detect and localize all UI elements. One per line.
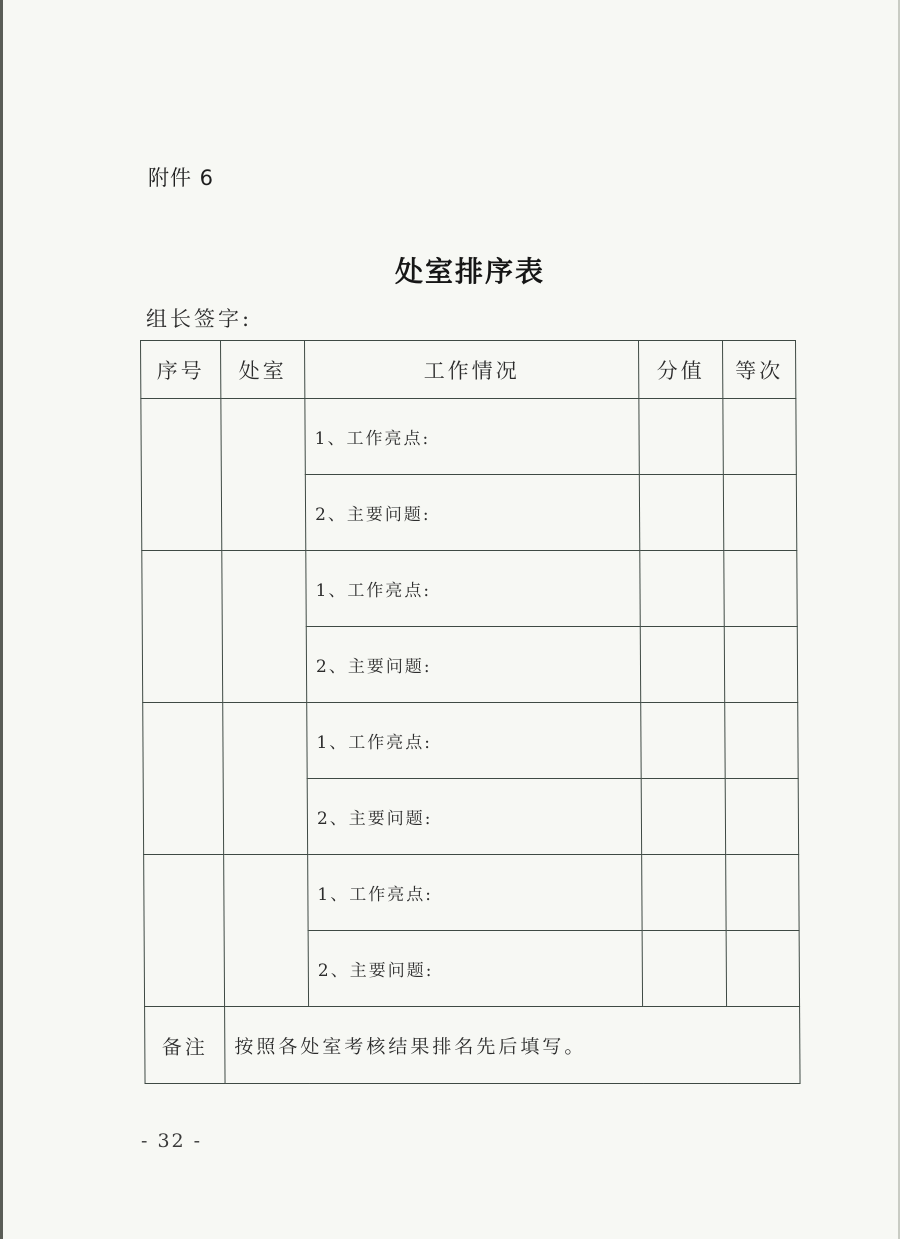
table-row	[144, 855, 799, 931]
work-highlights-cell[interactable]: 1、工作亮点:	[305, 399, 639, 475]
score-cell[interactable]	[642, 931, 726, 1007]
score-cell[interactable]	[639, 475, 723, 551]
score-cell[interactable]	[641, 779, 725, 855]
page-title: 处室排序表	[394, 255, 545, 288]
index-cell[interactable]	[141, 399, 222, 551]
score-cell[interactable]	[639, 399, 723, 475]
column-header-work-status: 工作情况	[305, 341, 639, 399]
column-header-index: 序号	[141, 341, 221, 399]
table-row	[143, 703, 798, 779]
column-header-grade: 等次	[723, 341, 796, 399]
office-cell[interactable]	[221, 399, 306, 551]
index-cell[interactable]	[143, 703, 224, 855]
score-cell[interactable]	[640, 551, 724, 627]
grade-cell[interactable]	[725, 779, 798, 855]
grade-cell[interactable]	[724, 627, 797, 703]
grade-cell[interactable]	[724, 551, 797, 627]
remarks-text: 按照各处室考核结果排名先后填写。	[225, 1007, 800, 1084]
score-cell[interactable]	[640, 627, 724, 703]
work-highlights-cell[interactable]: 1、工作亮点:	[308, 855, 642, 931]
table-row	[141, 399, 796, 475]
column-header-score: 分值	[639, 341, 723, 399]
work-highlights-cell[interactable]: 1、工作亮点:	[306, 551, 640, 627]
ranking-table	[140, 340, 801, 1084]
grade-cell[interactable]	[726, 855, 799, 931]
index-cell[interactable]	[142, 551, 223, 703]
table-header-row	[141, 341, 796, 399]
remarks-row	[145, 1007, 800, 1084]
main-problems-cell[interactable]: 2、主要问题:	[306, 627, 640, 703]
score-cell[interactable]	[642, 855, 726, 931]
score-cell[interactable]	[641, 703, 725, 779]
remarks-label: 备注	[145, 1007, 225, 1084]
office-cell[interactable]	[224, 855, 309, 1007]
main-problems-cell[interactable]: 2、主要问题:	[305, 475, 639, 551]
page-edge	[0, 0, 3, 1239]
attachment-label: 附件 6	[148, 166, 215, 190]
index-cell[interactable]	[144, 855, 225, 1007]
grade-cell[interactable]	[726, 931, 799, 1007]
work-highlights-cell[interactable]: 1、工作亮点:	[307, 703, 641, 779]
column-header-office: 处室	[221, 341, 305, 399]
grade-cell[interactable]	[723, 475, 796, 551]
grade-cell[interactable]	[723, 399, 796, 475]
main-problems-cell[interactable]: 2、主要问题:	[308, 931, 642, 1007]
page-number: - 32 -	[141, 1130, 203, 1152]
office-cell[interactable]	[223, 703, 308, 855]
table-row	[142, 551, 797, 627]
main-problems-cell[interactable]: 2、主要问题:	[307, 779, 641, 855]
grade-cell[interactable]	[725, 703, 798, 779]
signature-label: 组长签字:	[146, 307, 253, 331]
office-cell[interactable]	[222, 551, 307, 703]
